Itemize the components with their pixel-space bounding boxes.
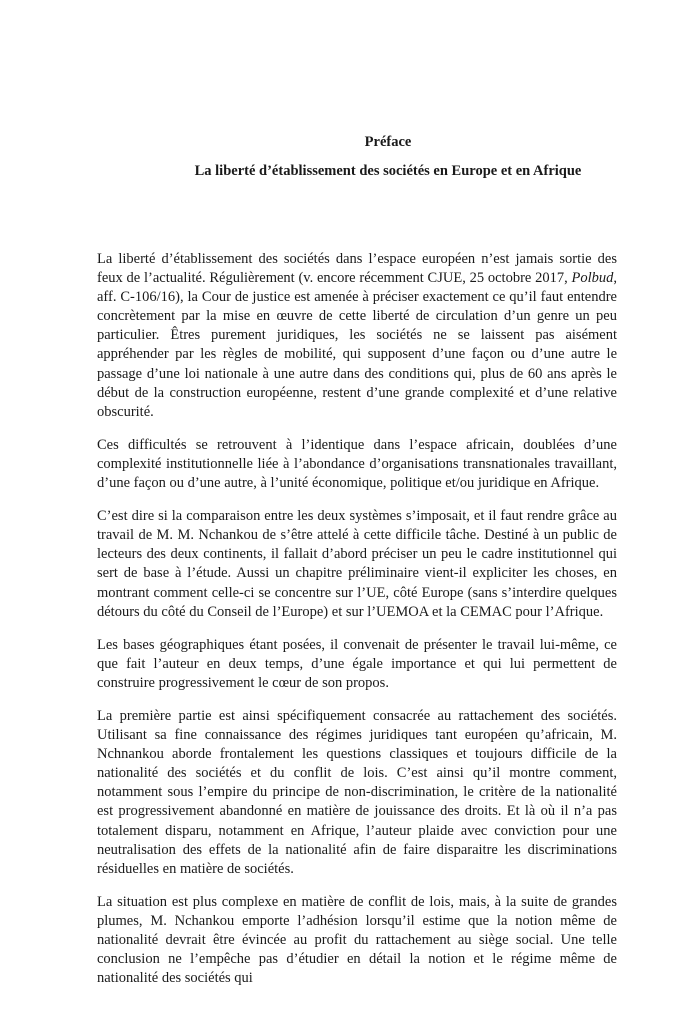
paragraph-1-part-2: , aff. C-106/16), la Cour de justice est amenée à préciser exactement ce qu’il faut entendre concrètement par la mise en œuvre de cette liberté de circulation d’un genre un peu particulier. Êtres purement juridiques, les sociétés ne se laissent pas aisément appréhender par les règles de mobilité, qui supposent d’une façon ou d’une autre le passage d’une loi nationale à une autre dans des conditions qui, plus de 60 ans après le début de la construction européenne, restent d’une grande complexité et d’une relative obscurité. — [97, 270, 617, 420]
paragraph-2: Ces difficultés se retrouvent à l’identique dans l’espace africain, doublées d’une complexité institutionnelle liée à l’abondance d’organisations transnationales travaillant, d’une façon ou d’une autre, à l’unité économique, politique et/ou juridique en Afrique. — [97, 436, 617, 492]
body-text — [97, 250, 617, 988]
paragraph-4: Les bases géographiques étant posées, il convenait de présenter le travail lui-même, ce que fait l’auteur en deux temps, d’une égale importance et qui lui permettent de construire progressivement le cœur de son propos. — [97, 636, 617, 691]
paragraph-1-part-1: La liberté d’établissement des sociétés dans l’espace européen n’est jamais sortie des feux de l’actualité. Régulièrement (v. encore récemment CJUE, 25 octobre 2017, — [97, 251, 617, 287]
paragraph-6: La situation est plus complexe en matière de conflit de lois, mais, à la suite de grandes plumes, M. Nchankou emporte l’adhésion lorsqu’il estime que la notion même de nationalité devrait être évincée au profit du rattachement au siège social. Une telle conclusion ne l’empêche pas d’étudier en détail la notion et le régime même de nationalité des sociétés qui — [97, 893, 617, 987]
preface-title: Préface — [364, 134, 412, 150]
case-name: Polbud — [571, 270, 614, 287]
paragraph-3: C’est dire si la comparaison entre les deux systèmes s’imposait, et il faut rendre grâce au travail de M. M. Nchankou de s’être attelé à cette difficile tâche. Destiné à un public de lecteurs des deux continents, il fallait d’abord préciser un peu le cadre institutionnel qui sert de base à l’étude. Aussi un chapitre préliminaire vient-il expliciter les choses, en montrant comment celle-ci se concentre sur l’UE, côté Europe (sans s’interdire quelques détours du côté du Conseil de l’Europe) et sur l’UEMOA et la CEMAC pour l’Afrique. — [97, 508, 617, 620]
paragraph-1 — [97, 250, 617, 422]
paragraph-5: La première partie est ainsi spécifiquement consacrée au rattachement des sociétés. Utilisant sa fine connaissance des régimes juridiques tant européen qu’africain, M. Nchnankou aborde frontalement les questions classiques et toujours difficile de la nationalité des sociétés et du conflit de lois. C’est ainsi qu’il montre comment, notamment sous l’empire du principe de non-discrimination, le critère de la nationalité est progressivement abandonné en matière de jouissance des droits. Et là où il n’a pas totalement disparu, notamment en Afrique, l’auteur plaide avec conviction pour une neutralisation des effets de la nationalité afin de faire disparaitre les discriminations résiduelles en matière de sociétés. — [97, 707, 617, 877]
preface-subtitle: La liberté d’établissement des sociétés en Europe et en Afrique — [194, 163, 582, 179]
